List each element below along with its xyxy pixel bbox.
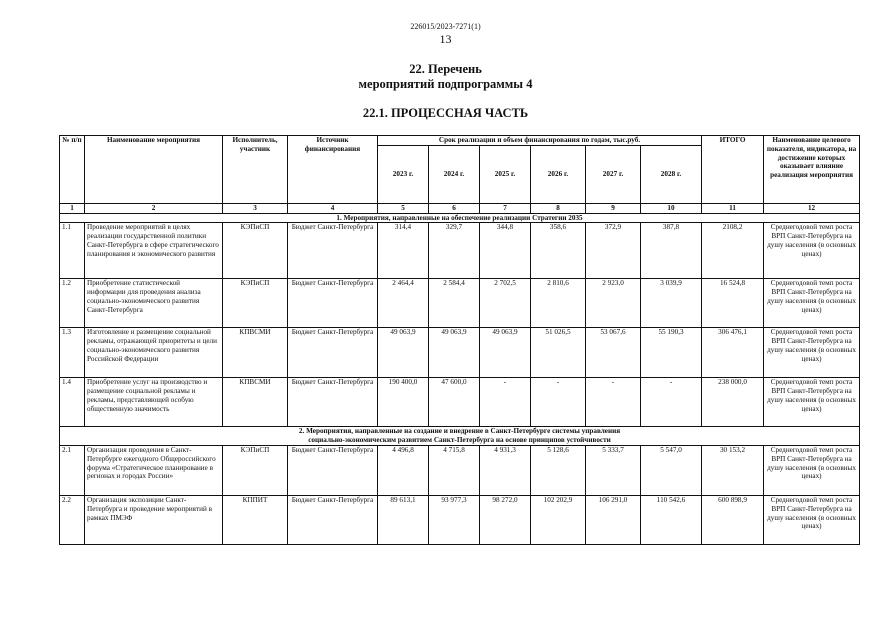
row-y2025: 98 272,0 — [480, 495, 531, 544]
row-y2027: 2 923,0 — [586, 279, 641, 328]
row-name: Приобретение статистической информации для проведения анализа социально-экономического развития Санкт-Петербурга — [85, 279, 223, 328]
row-name: Проведение мероприятий в целях реализации государственной политики Санкт-Петербурга в сфере стратегического планирования и экономического развития — [85, 223, 223, 279]
row-y2027: 372,9 — [586, 223, 641, 279]
header-source: Источник финансирования — [288, 136, 378, 204]
header-name: Наименование мероприятия — [85, 136, 223, 204]
table-row — [60, 495, 860, 544]
subsection-title: 22.1. ПРОЦЕССНАЯ ЧАСТЬ — [362, 106, 529, 120]
row-y2023: 49 063,9 — [378, 328, 429, 378]
row-y2024: 4 715,8 — [429, 445, 480, 495]
row-y2023: 314,4 — [378, 223, 429, 279]
row-y2024: 329,7 — [429, 223, 480, 279]
row-name: Организация экспозиции Санкт-Петербурга и проведение мероприятий в рамках ПМЭФ — [85, 495, 223, 544]
row-source: Бюджет Санкт-Петербурга — [288, 328, 378, 378]
row-source: Бюджет Санкт-Петербурга — [288, 279, 378, 328]
section-heading-line-2: социально-экономическим развитием Санкт-Петербурга на основе принципов устойчивости — [308, 436, 611, 445]
row-y2026: - — [531, 378, 586, 427]
row-y2023: 2 464,4 — [378, 279, 429, 328]
header-year: 2024 г. — [429, 145, 480, 203]
title-line-1: 22. Перечень — [409, 62, 482, 76]
document-number: 226015/2023-7271(1) — [410, 22, 481, 31]
header-executor: Исполнитель, участник — [223, 136, 288, 204]
row-indicator: Среднегодовой темп роста ВРП Санкт-Петербурга на душу населения (в основных ценах) — [764, 495, 860, 544]
page-number: 13 — [439, 32, 452, 46]
row-num: 2.2 — [60, 495, 85, 544]
row-total: 30 153,2 — [702, 445, 764, 495]
header-year: 2027 г. — [586, 145, 641, 203]
row-y2025: 4 931,3 — [480, 445, 531, 495]
row-y2027: - — [586, 378, 641, 427]
title-line-2: мероприятий подпрограммы 4 — [358, 77, 533, 91]
column-number: 5 — [378, 203, 429, 213]
table-row — [60, 279, 860, 328]
row-y2024: 2 584,4 — [429, 279, 480, 328]
header-year: 2026 г. — [531, 145, 586, 203]
column-number: 9 — [586, 203, 641, 213]
section-heading — [60, 427, 860, 446]
table-row — [60, 328, 860, 378]
row-num: 1.4 — [60, 378, 85, 427]
row-y2028: 3 039,9 — [641, 279, 702, 328]
row-num: 1.3 — [60, 328, 85, 378]
column-number: 7 — [480, 203, 531, 213]
row-total: 306 476,1 — [702, 328, 764, 378]
row-name: Приобретение услуг на производство и размещение социальной рекламы и рекламы, представляющей особую общественную значимость — [85, 378, 223, 427]
row-indicator: Среднегодовой темп роста ВРП Санкт-Петербурга на душу населения (в основных ценах) — [764, 445, 860, 495]
row-num: 2.1 — [60, 445, 85, 495]
row-indicator: Среднегодовой темп роста ВРП Санкт-Петербурга на душу населения (в основных ценах) — [764, 223, 860, 279]
row-y2024: 93 977,3 — [429, 495, 480, 544]
row-total: 16 524,8 — [702, 279, 764, 328]
row-y2026: 2 810,6 — [531, 279, 586, 328]
header-year: 2023 г. — [378, 145, 429, 203]
row-y2025: 2 702,5 — [480, 279, 531, 328]
row-y2028: - — [641, 378, 702, 427]
row-executor: КПВСМИ — [223, 328, 288, 378]
column-number: 4 — [288, 203, 378, 213]
row-total: 600 898,9 — [702, 495, 764, 544]
measures-table — [59, 135, 860, 545]
row-y2023: 89 613,1 — [378, 495, 429, 544]
column-number: 3 — [223, 203, 288, 213]
row-name: Изготовление и размещение социальной рекламы, отражающей приоритеты и цели социально-экономического развития Российской Федерации — [85, 328, 223, 378]
row-y2025: 49 063,9 — [480, 328, 531, 378]
row-y2026: 51 026,5 — [531, 328, 586, 378]
row-executor: КПВСМИ — [223, 378, 288, 427]
header-year: 2028 г. — [641, 145, 702, 203]
column-number: 2 — [85, 203, 223, 213]
row-source: Бюджет Санкт-Петербурга — [288, 223, 378, 279]
row-executor: КЭПиСП — [223, 445, 288, 495]
table-row — [60, 445, 860, 495]
header-indicator: Наименование целевого показателя, индикатора, на достижение которых оказывает влияние реализация мероприятия — [764, 136, 860, 204]
header-num: № п/п — [60, 136, 85, 204]
row-source: Бюджет Санкт-Петербурга — [288, 378, 378, 427]
row-indicator: Среднегодовой темп роста ВРП Санкт-Петербурга на душу населения (в основных ценах) — [764, 328, 860, 378]
column-number: 10 — [641, 203, 702, 213]
row-num: 1.2 — [60, 279, 85, 328]
row-y2027: 5 333,7 — [586, 445, 641, 495]
section-heading-line-1: 2. Мероприятия, направленные на создание и внедрение в Санкт-Петербурге системы управления — [298, 427, 621, 436]
row-indicator: Среднегодовой темп роста ВРП Санкт-Петербурга на душу населения (в основных ценах) — [764, 279, 860, 328]
row-y2028: 55 190,3 — [641, 328, 702, 378]
row-name: Организация проведения в Санкт-Петербурге ежегодного Общероссийского форума «Стратегическое планирование в регионах и городах России» — [85, 445, 223, 495]
row-source: Бюджет Санкт-Петербурга — [288, 495, 378, 544]
row-y2028: 5 547,0 — [641, 445, 702, 495]
row-y2027: 53 067,6 — [586, 328, 641, 378]
section-heading: 1. Мероприятия, направленные на обеспечение реализации Стратегии 2035 — [60, 213, 860, 223]
column-number: 8 — [531, 203, 586, 213]
row-y2024: 47 600,0 — [429, 378, 480, 427]
table-row — [60, 223, 860, 279]
row-num: 1.1 — [60, 223, 85, 279]
row-executor: КЭПиСП — [223, 279, 288, 328]
row-y2027: 106 291,0 — [586, 495, 641, 544]
row-y2026: 358,6 — [531, 223, 586, 279]
column-number: 11 — [702, 203, 764, 213]
header-total: ИТОГО — [702, 136, 764, 204]
header-year: 2025 г. — [480, 145, 531, 203]
row-y2025: 344,8 — [480, 223, 531, 279]
section-title — [0, 62, 891, 92]
row-y2023: 4 496,8 — [378, 445, 429, 495]
row-y2023: 190 400,0 — [378, 378, 429, 427]
row-total: 2108,2 — [702, 223, 764, 279]
row-y2028: 387,8 — [641, 223, 702, 279]
row-y2024: 49 063,9 — [429, 328, 480, 378]
column-number: 1 — [60, 203, 85, 213]
row-y2026: 5 128,6 — [531, 445, 586, 495]
row-executor: КЭПиСП — [223, 223, 288, 279]
row-y2028: 110 542,6 — [641, 495, 702, 544]
header-period: Срок реализации и объем финансирования по годам, тыс.руб. — [378, 136, 702, 146]
row-executor: КППИТ — [223, 495, 288, 544]
column-number: 6 — [429, 203, 480, 213]
column-number: 12 — [764, 203, 860, 213]
row-y2026: 102 202,9 — [531, 495, 586, 544]
row-indicator: Среднегодовой темп роста ВРП Санкт-Петербурга на душу населения (в основных ценах) — [764, 378, 860, 427]
row-y2025: - — [480, 378, 531, 427]
row-source: Бюджет Санкт-Петербурга — [288, 445, 378, 495]
row-total: 238 000,0 — [702, 378, 764, 427]
table-row — [60, 378, 860, 427]
